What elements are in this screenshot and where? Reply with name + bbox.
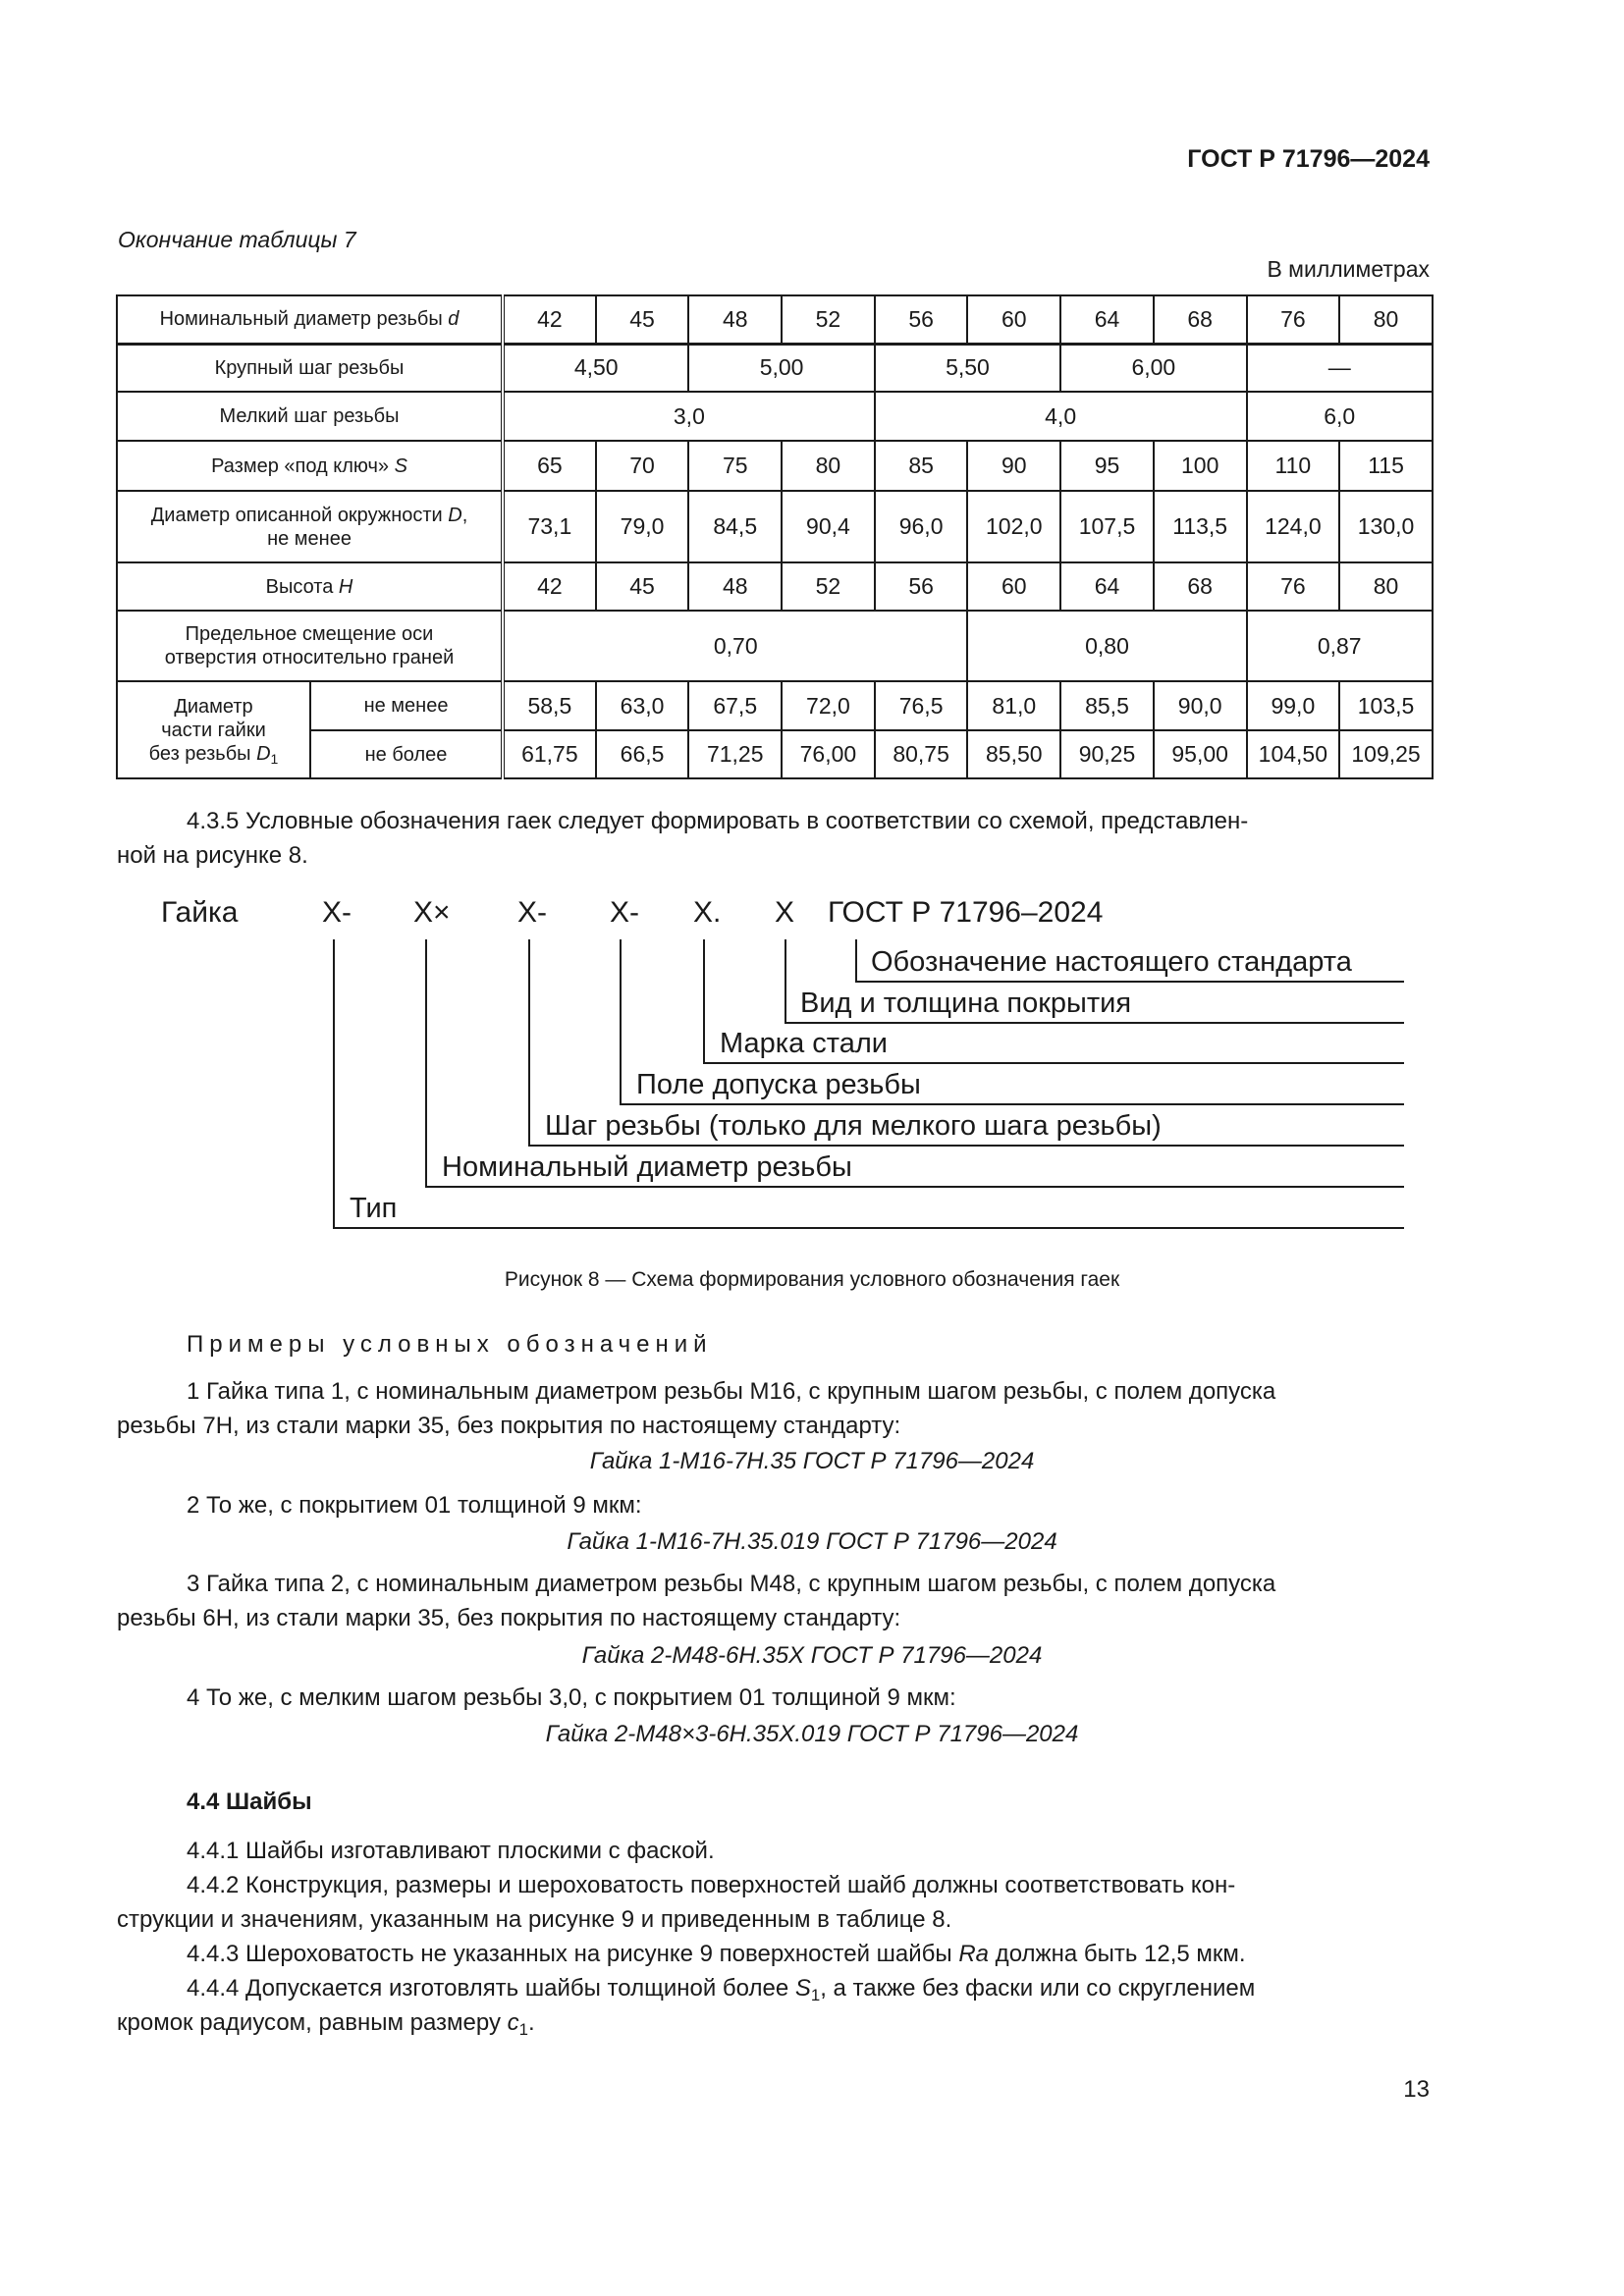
table-cell: 48 — [688, 562, 782, 611]
table-cell: 56 — [875, 295, 968, 344]
row-label: Крупный шаг резьбы — [117, 344, 503, 392]
table-row-coarse-pitch — [117, 344, 1433, 392]
example-3-line1: 3 Гайка типа 2, с номинальным диаметром резьбы М48, с крупным шагом резьбы, с полем допуска — [187, 1571, 1276, 1597]
table-cell: 3,0 — [503, 392, 875, 441]
table-cell: 100 — [1154, 441, 1247, 491]
paragraph-4-3-5-line1: 4.3.5 Условные обозначения гаек следует формировать в соответствии со схемой, представлен- — [187, 808, 1249, 834]
example-1-line2: резьбы 7Н, из стали марки 35, без покрытия по настоящему стандарту: — [117, 1413, 901, 1439]
table-cell: 80 — [782, 441, 875, 491]
table-cell: 63,0 — [596, 681, 689, 730]
table-cell: 76 — [1247, 562, 1340, 611]
section-heading-4-4: 4.4 Шайбы — [187, 1789, 312, 1815]
table-cell: 0,80 — [967, 611, 1246, 681]
table-cell: 99,0 — [1247, 681, 1340, 730]
table-cell: 110 — [1247, 441, 1340, 491]
table-cell: 80 — [1339, 562, 1433, 611]
table-cell: 67,5 — [688, 681, 782, 730]
example-2-formula: Гайка 1-М16-7Н.35.019 ГОСТ Р 71796—2024 — [567, 1528, 1057, 1555]
table-cell: 85,5 — [1060, 681, 1154, 730]
table-caption: Окончание таблицы 7 — [118, 227, 356, 252]
paragraph-4-4-2-line1: 4.4.2 Конструкция, размеры и шероховатость поверхностей шайб должны соответствовать кон- — [187, 1872, 1236, 1898]
row-label: Размер «под ключ» S — [117, 441, 503, 491]
table-row-axis-offset — [117, 611, 1433, 681]
page-number: 13 — [1403, 2076, 1430, 2103]
paragraph-4-4-2-line2: струкции и значениям, указанным на рисунке 9 и приведенным в таблице 8. — [117, 1906, 952, 1933]
table-cell: 76,00 — [782, 730, 875, 778]
table-row-nominal-diameter — [117, 295, 1433, 344]
leader-line-type — [333, 939, 335, 1229]
table-cell: 102,0 — [967, 491, 1060, 562]
example-2-line1: 2 То же, с покрытием 01 толщиной 9 мкм: — [187, 1492, 642, 1519]
label-thread-tolerance: Поле допуска резьбы — [636, 1069, 921, 1100]
table-cell: 5,00 — [688, 344, 874, 392]
table-row-height — [117, 562, 1433, 611]
diagram-standard: ГОСТ Р 71796–2024 — [828, 896, 1104, 929]
row-label: Диаметр части гайки без резьбы $D_1$ — [117, 681, 310, 778]
table-cell: 64 — [1060, 295, 1154, 344]
table-row-circumscribed-diameter — [117, 491, 1433, 562]
diagram-word-nut: Гайка — [161, 896, 239, 929]
table-units: В миллиметрах — [1267, 256, 1430, 282]
table-row-unthreaded-min — [117, 681, 1433, 730]
table-cell: 75 — [688, 441, 782, 491]
table-cell: 96,0 — [875, 491, 968, 562]
label-standard-designation: Обозначение настоящего стандарта — [871, 946, 1352, 978]
row-label: Мелкий шаг резьбы — [117, 392, 503, 441]
underline-steel — [703, 1062, 1404, 1064]
examples-heading: Примеры условных обозначений — [187, 1331, 713, 1358]
table-cell: — — [1247, 344, 1433, 392]
underline-type — [333, 1227, 1404, 1229]
diagram-token-steel: Х. — [693, 896, 722, 929]
table-row-fine-pitch — [117, 392, 1433, 441]
example-3-line2: резьбы 6Н, из стали марки 35, без покрытия по настоящему стандарту: — [117, 1605, 901, 1631]
table-cell: 76 — [1247, 295, 1340, 344]
table-cell: 0,87 — [1247, 611, 1433, 681]
table-cell: 124,0 — [1247, 491, 1340, 562]
underline-coating — [785, 1022, 1404, 1024]
leader-line-tolerance — [620, 939, 622, 1105]
table-row-wrench-size — [117, 441, 1433, 491]
underline-standard — [855, 981, 1404, 983]
diagram-token-type: Х- — [322, 896, 352, 929]
table-cell: 90,4 — [782, 491, 875, 562]
diagram-token-coating: Х — [775, 896, 795, 929]
table-cell: 60 — [967, 295, 1060, 344]
table-7 — [116, 294, 1434, 779]
leader-line-diameter — [425, 939, 427, 1188]
leader-line-standard — [855, 939, 857, 983]
underline-pitch — [528, 1145, 1404, 1147]
diagram-token-pitch: Х- — [517, 896, 547, 929]
table-cell: 42 — [503, 295, 596, 344]
table-cell: 0,70 — [503, 611, 967, 681]
table-cell: 109,25 — [1339, 730, 1433, 778]
table-cell: 90,0 — [1154, 681, 1247, 730]
table-cell: 45 — [596, 295, 689, 344]
table-cell: 4,50 — [503, 344, 688, 392]
table-cell: 90 — [967, 441, 1060, 491]
table-cell: 80,75 — [875, 730, 968, 778]
example-4-formula: Гайка 2-М48×3-6Н.35Х.019 ГОСТ Р 71796—2024 — [545, 1721, 1079, 1747]
figure-caption: Рисунок 8 — Схема формирования условного обозначения гаек — [504, 1268, 1120, 1291]
table-cell: 95 — [1060, 441, 1154, 491]
sub-label: не более — [310, 730, 503, 778]
table-cell: 103,5 — [1339, 681, 1433, 730]
table-cell: 58,5 — [503, 681, 596, 730]
example-3-formula: Гайка 2-М48-6Н.35Х ГОСТ Р 71796—2024 — [581, 1642, 1043, 1669]
example-1-line1: 1 Гайка типа 1, с номинальным диаметром резьбы М16, с крупным шагом резьбы, с полем допуска — [187, 1378, 1276, 1405]
paragraph-4-4-1: 4.4.1 Шайбы изготавливают плоскими с фаской. — [187, 1838, 715, 1864]
table-cell: 104,50 — [1247, 730, 1340, 778]
paragraph-4-4-3: 4.4.3 Шероховатость не указанных на рисунке 9 поверхностей шайбы Ra должна быть 12,5 мкм. — [187, 1941, 1246, 1967]
table-cell: 95,00 — [1154, 730, 1247, 778]
table-cell: 70 — [596, 441, 689, 491]
row-label: Диаметр описанной окружности D, не менее — [117, 491, 503, 562]
diagram-token-diameter: Х× — [413, 896, 451, 929]
table-cell: 68 — [1154, 562, 1247, 611]
underline-diameter — [425, 1186, 1404, 1188]
table-cell: 45 — [596, 562, 689, 611]
table-cell: 66,5 — [596, 730, 689, 778]
paragraph-4-4-4-line2: кромок радиусом, равным размеру $c_1$. — [117, 2009, 535, 2040]
leader-line-steel — [703, 939, 705, 1064]
table-cell: 81,0 — [967, 681, 1060, 730]
row-label: Предельное смещение оси отверстия относительно граней — [117, 611, 503, 681]
table-cell: 52 — [782, 295, 875, 344]
table-cell: 42 — [503, 562, 596, 611]
table-cell: 60 — [967, 562, 1060, 611]
table-cell: 85 — [875, 441, 968, 491]
table-cell: 115 — [1339, 441, 1433, 491]
table-cell: 56 — [875, 562, 968, 611]
document-code-header: ГОСТ Р 71796—2024 — [1187, 145, 1430, 173]
table-cell: 5,50 — [875, 344, 1060, 392]
label-nominal-diameter: Номинальный диаметр резьбы — [442, 1151, 852, 1183]
table-row-unthreaded-max — [117, 730, 1433, 778]
table-cell: 113,5 — [1154, 491, 1247, 562]
paragraph-4-3-5-line2: ной на рисунке 8. — [117, 842, 308, 869]
table-cell: 107,5 — [1060, 491, 1154, 562]
leader-line-coating — [785, 939, 786, 1024]
table-cell: 85,50 — [967, 730, 1060, 778]
label-type: Тип — [350, 1193, 398, 1224]
table-cell: 61,75 — [503, 730, 596, 778]
paragraph-4-4-4-line1: 4.4.4 Допускается изготовлять шайбы толщиной более $S_1$, а также без фаски или со скруглением — [187, 1975, 1256, 2005]
label-thread-pitch: Шаг резьбы (только для мелкого шага резьбы) — [545, 1110, 1162, 1142]
table-cell: 76,5 — [875, 681, 968, 730]
example-4-line1: 4 То же, с мелким шагом резьбы 3,0, с покрытием 01 толщиной 9 мкм: — [187, 1684, 956, 1711]
label-steel-grade: Марка стали — [720, 1028, 888, 1059]
table-cell: 90,25 — [1060, 730, 1154, 778]
row-label: Высота H — [117, 562, 503, 611]
underline-tolerance — [620, 1103, 1404, 1105]
table-cell: 6,00 — [1060, 344, 1246, 392]
table-cell: 48 — [688, 295, 782, 344]
table-cell: 6,0 — [1247, 392, 1433, 441]
sub-label: не менее — [310, 681, 503, 730]
table-cell: 72,0 — [782, 681, 875, 730]
table-cell: 79,0 — [596, 491, 689, 562]
table-cell: 130,0 — [1339, 491, 1433, 562]
label-coating: Вид и толщина покрытия — [800, 988, 1132, 1019]
diagram-token-tolerance: Х- — [610, 896, 639, 929]
row-label: Номинальный диаметр резьбы d — [117, 295, 503, 344]
table-cell: 80 — [1339, 295, 1433, 344]
table-cell: 68 — [1154, 295, 1247, 344]
example-1-formula: Гайка 1-М16-7Н.35 ГОСТ Р 71796—2024 — [589, 1448, 1035, 1474]
table-cell: 73,1 — [503, 491, 596, 562]
table-cell: 64 — [1060, 562, 1154, 611]
table-cell: 84,5 — [688, 491, 782, 562]
table-cell: 52 — [782, 562, 875, 611]
leader-line-pitch — [528, 939, 530, 1147]
table-cell: 65 — [503, 441, 596, 491]
table-cell: 71,25 — [688, 730, 782, 778]
table-cell: 4,0 — [875, 392, 1247, 441]
